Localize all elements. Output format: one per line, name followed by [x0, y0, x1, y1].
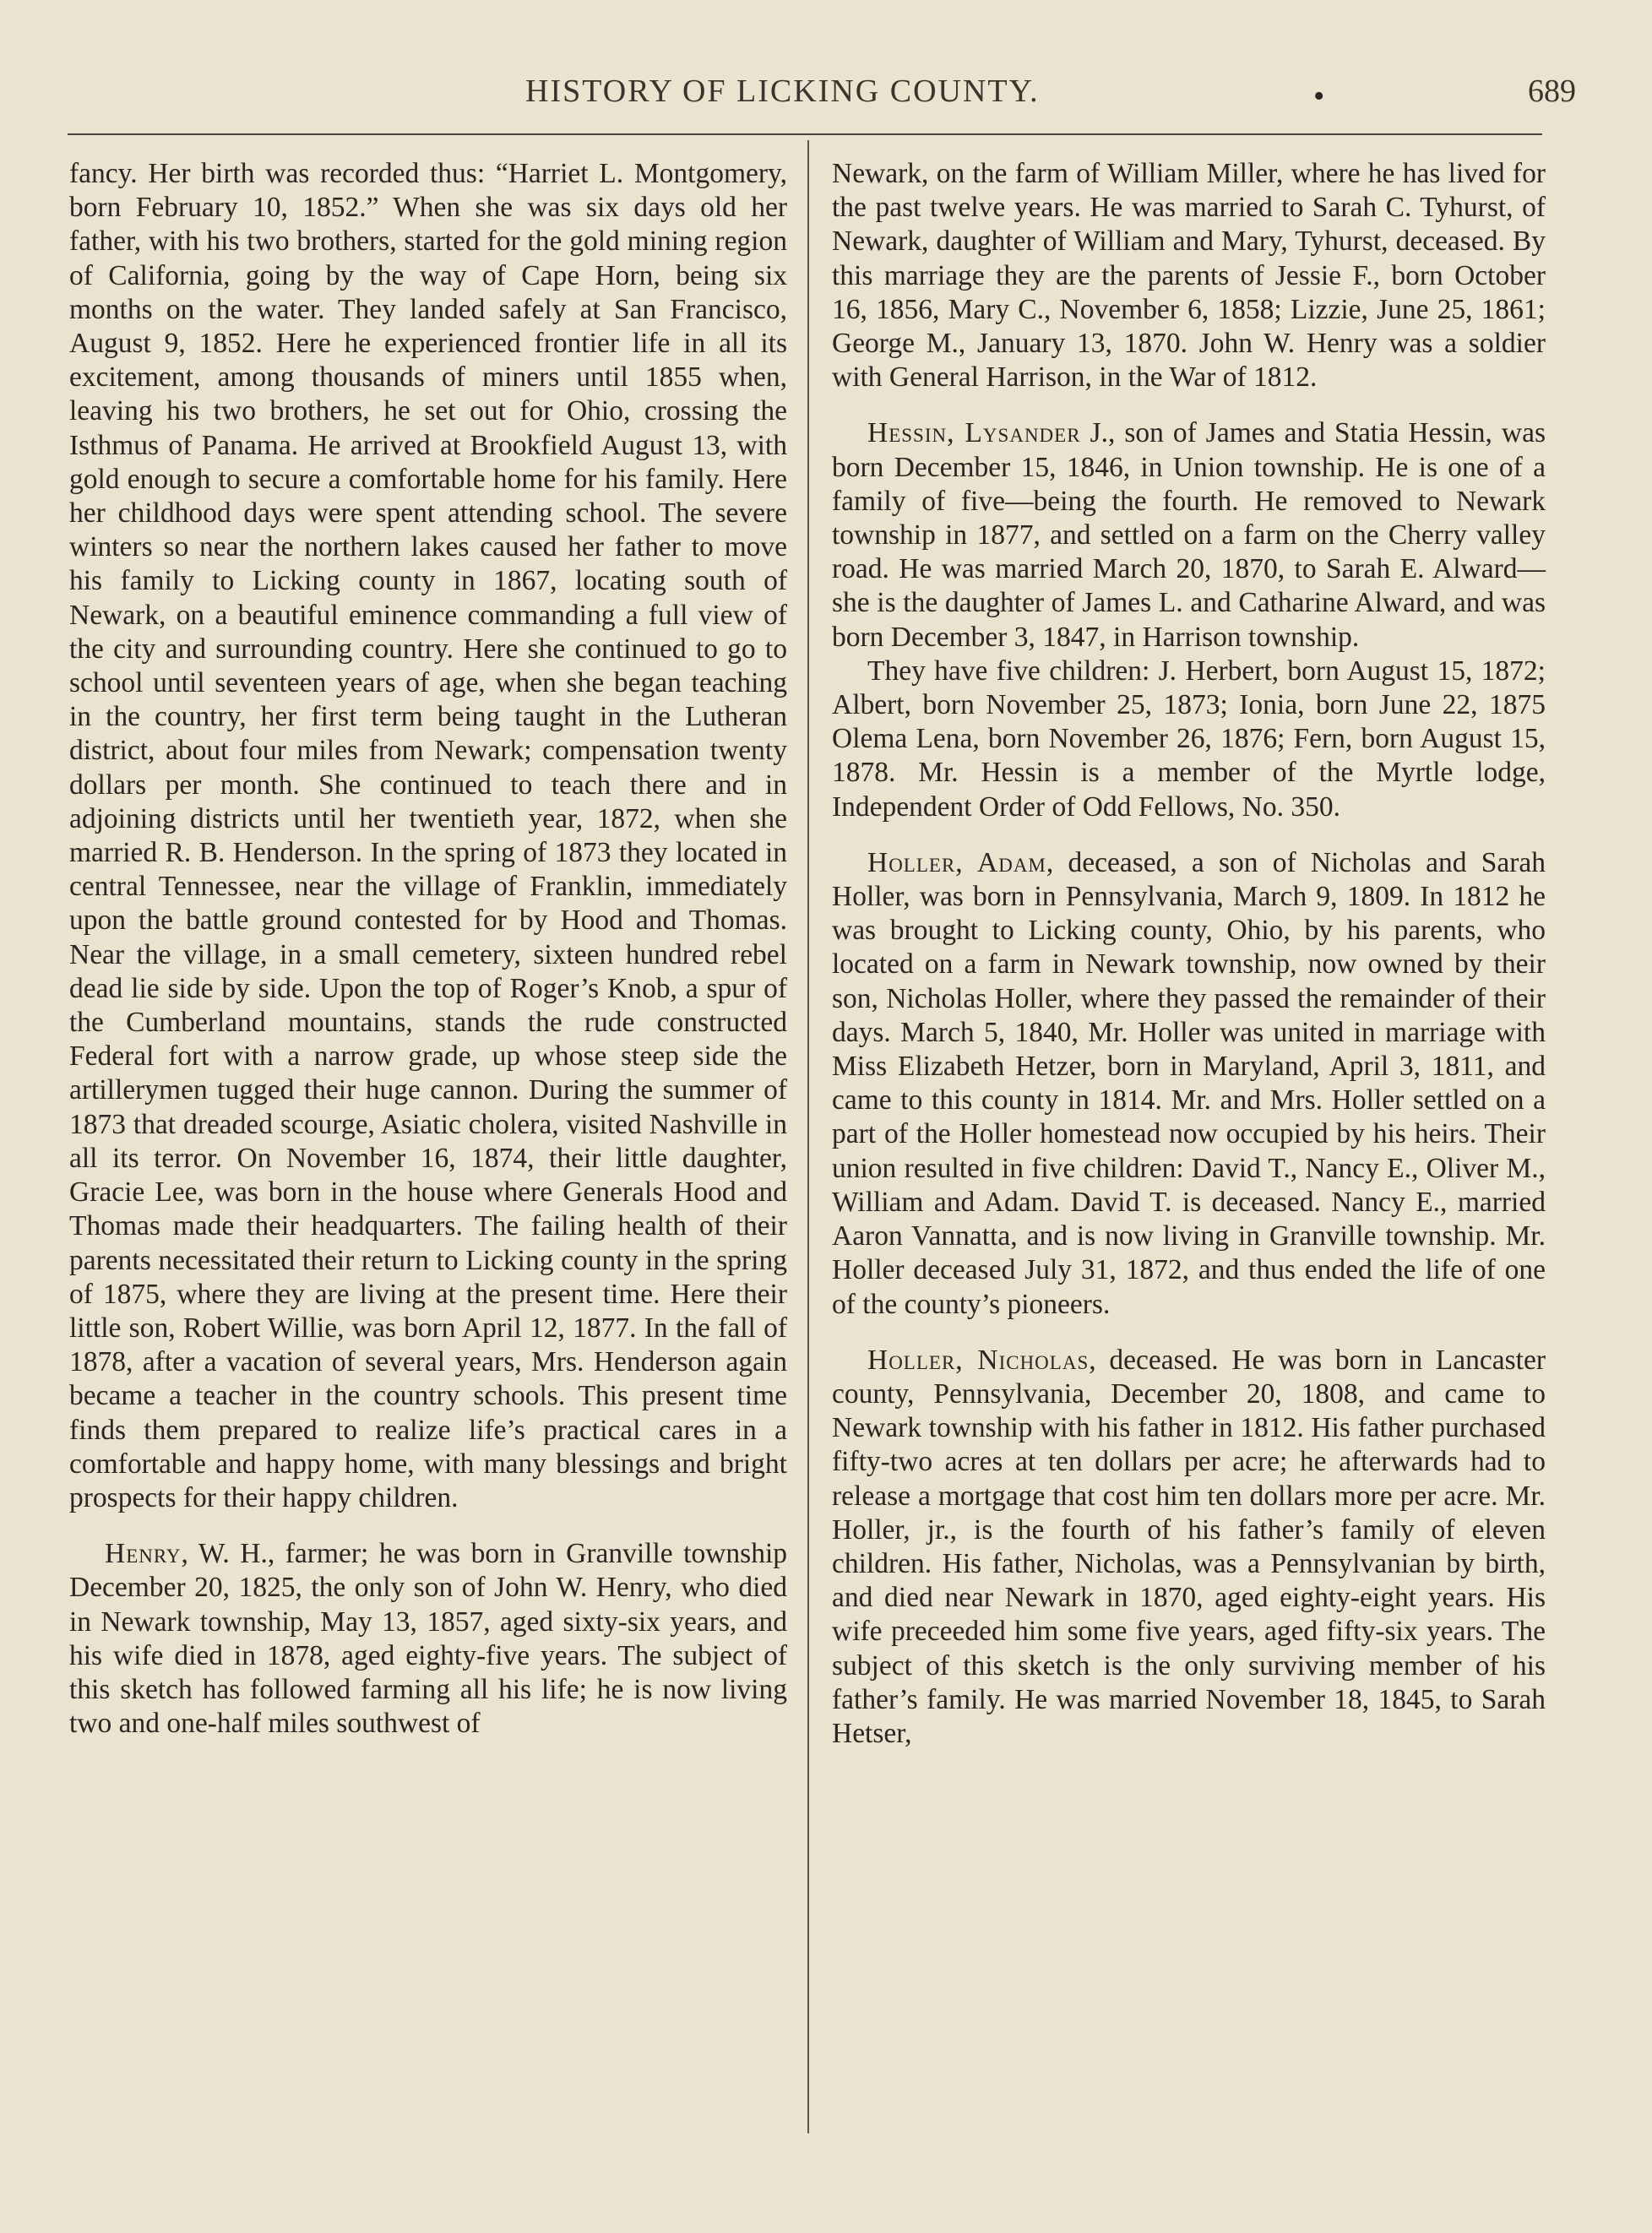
henry-name: Henry	[105, 1538, 182, 1570]
right-column	[832, 157, 1546, 1751]
left-column	[69, 157, 787, 1741]
hessin-name: Hessin, Lysander	[867, 417, 1081, 449]
hessin-text: J., son of James and Statia Hessin, was born December 15, 1846, in Union township. He is one of a family of five—being the fourth. He removed to Newark township in 1877, and settled on a farm on the Cherry valley road. He was married March 20, 1870, to Sarah E. Alward—she is the daughter of James L. and Catharine Alward, and was born December 3, 1847, in Harrison township.	[832, 417, 1546, 653]
nicholas-holler-text: , deceased. He was born in Lancaster county, Pennsylvania, December 20, 1808, and came to Newark township with his father in 1812. His father purchased fifty-two acres at ten dollars per acre; he afterwards had to release a mortgage that cost him ten dollars more per acre. Mr. Holler, jr., is the fourth of his father’s family of eleven children. His father, Nicholas, was a Pennsylvanian by birth, and died near Newark in 1870, aged eighty-eight years. His wife preceeded him some five years, aged fifty-six years. The subject of this sketch is the only surviving member of his father’s family. He was married November 18, 1845, to Sarah Hetser,	[832, 1344, 1546, 1749]
adam-holler-text: , deceased, a son of Nicholas and Sarah Holler, was born in Pennsylvania, March 9, 1809. In 1812 he was brought to Licking county, Ohio, by his parents, who located on a farm in Newark township, now owned by their son, Nicholas Holler, where they passed the remainder of their days. March 5, 1840, Mr. Holler was united in marriage with Miss Elizabeth Hetzer, born in Maryland, April 3, 1811, and came to this county in 1814. Mr. and Mrs. Holler settled on a part of the Holler homestead now occupied by his heirs. Their union resulted in five children: David T., Nancy E., Oliver M., William and Adam. David T. is deceased. Nancy E., married Aaron Vannatta, and is now living in Granville township. Mr. Holler deceased July 31, 1872, and thus ended the life of one of the county’s pioneers.	[832, 846, 1546, 1320]
henry-text: , W. H., farmer; he was born in Granville township December 20, 1825, the only son of John W. Henry, who died in Newark township, May 13, 1857, aged sixty-six years, and his wife died in 1878, aged eighty-five years. The subject of this sketch has followed farming all his life; he is now living two and one-half miles southwest of	[69, 1538, 787, 1740]
adam-holler-name: Holler, Adam	[867, 846, 1046, 878]
header-rule	[68, 133, 1542, 135]
page-header	[68, 73, 1576, 117]
hessin-biography-paragraph	[832, 416, 1546, 654]
hessin-children-paragraph: They have five children: J. Herbert, born August 15, 1872; Albert, born November 25, 1873; Ionia, born June 22, 1875 Olema Lena, born November 26, 1876; Fern, born August 15, 1878. Mr. Hessin is a member of the Myrtle lodge, Independent Order of Odd Fellows, No. 350.	[832, 655, 1546, 823]
henry-biography-paragraph	[69, 1537, 787, 1741]
page-number: 689	[1528, 73, 1576, 109]
henderson-continuation-paragraph: fancy. Her birth was recorded thus: “Harriet L. Montgomery, born February 10, 1852.” When she was six days old her father, with his two brothers, started for the gold mining region of California, going by the way of Cape Horn, being six months on the water. They landed safely at San Francisco, August 9, 1852. Here he experienced frontier life in all its excitement, among thousands of miners until 1855 when, leaving his two brothers, he set out for Ohio, crossing the Isthmus of Panama. He arrived at Brookfield August 13, with gold enough to secure a comfortable home for his family. Here her childhood days were spent attending school. The severe winters so near the northern lakes caused her father to move his family to Licking county in 1867, locating south of Newark, on a beautiful eminence commanding a full view of the city and surrounding country. Here she continued to go to school until seventeen years of age, when she began teaching in the country, her first term being taught in the Lutheran district, about four miles from Newark; compensation twenty dollars per month. She continued to teach there and in adjoining districts until her twentieth year, 1872, when she married R. B. Henderson. In the spring of 1873 they located in central Tennessee, near the village of Franklin, immediately upon the battle ground contested for by Hood and Thomas. Near the village, in a small cemetery, sixteen hundred rebel dead lie side by side. Upon the top of Roger’s Knob, a spur of the Cumberland mountains, stands the rude constructed Federal fort with a narrow grade, up whose steep side the artillerymen tugged their huge cannon. During the summer of 1873 that dreaded scourge, Asiatic cholera, visited Nashville in all its terror. On November 16, 1874, their little daughter, Gracie Lee, was born in the house where Generals Hood and Thomas made their headquarters. The failing health of their parents necessitated their return to Licking county in the spring of 1875, where they are living at the present time. Here their little son, Robert Willie, was born April 12, 1877. In the fall of 1878, after a vacation of several years, Mrs. Henderson again became a teacher in the country schools. This present time finds them prepared to realize life’s practical cares in a comfortable and happy home, with many blessings and bright prospects for their happy children.	[69, 158, 787, 1513]
henry-continuation-paragraph: Newark, on the farm of William Miller, where he has lived for the past twelve years. He was married to Sarah C. Tyhurst, of Newark, daughter of William and Mary, Tyhurst, deceased. By this marriage they are the parents of Jessie F., born October 16, 1856, Mary C., November 6, 1858; Lizzie, June 25, 1861; George M., January 13, 1870. John W. Henry was a soldier with General Harrison, in the War of 1812.	[832, 158, 1546, 394]
running-head: HISTORY OF LICKING COUNTY.	[525, 73, 1040, 109]
column-divider	[807, 140, 809, 2133]
nicholas-holler-name: Holler, Nicholas	[867, 1344, 1090, 1376]
nicholas-holler-paragraph	[832, 1344, 1546, 1751]
header-bullet: •	[1313, 79, 1325, 114]
adam-holler-paragraph	[832, 846, 1546, 1322]
